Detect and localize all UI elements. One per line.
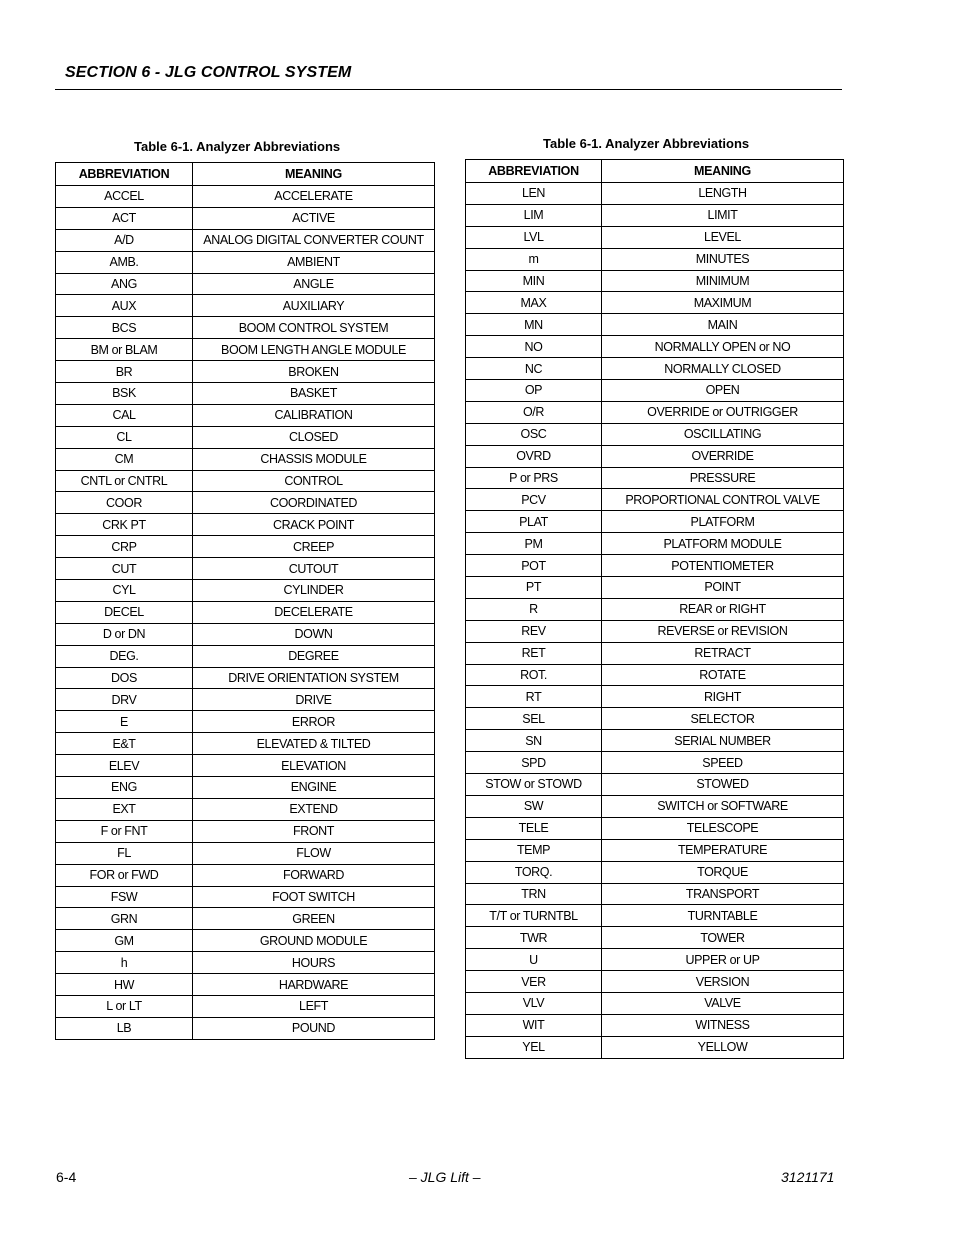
meaning-cell: DRIVE ORIENTATION SYSTEM — [193, 667, 435, 689]
abbreviation-cell: ACT — [56, 207, 193, 229]
table-row — [466, 511, 844, 533]
meaning-cell: CALIBRATION — [193, 404, 435, 426]
meaning-cell: SELECTOR — [602, 708, 844, 730]
table-row — [56, 186, 435, 208]
abbreviation-cell: CRP — [56, 536, 193, 558]
meaning-cell: BROKEN — [193, 361, 435, 383]
document-number: 3121171 — [781, 1169, 835, 1185]
abbreviation-cell: FSW — [56, 886, 193, 908]
abbreviation-cell: DOS — [56, 667, 193, 689]
meaning-cell: FORWARD — [193, 864, 435, 886]
abbreviation-cell: STOW or STOWD — [466, 774, 602, 796]
abbreviation-cell: AMB. — [56, 251, 193, 273]
meaning-cell: UPPER or UP — [602, 949, 844, 971]
table-row — [466, 183, 844, 205]
meaning-cell: TORQUE — [602, 861, 844, 883]
meaning-cell: CHASSIS MODULE — [193, 448, 435, 470]
table-row — [466, 489, 844, 511]
meaning-cell: TRANSPORT — [602, 883, 844, 905]
abbreviation-cell: ROT. — [466, 664, 602, 686]
table-row — [466, 1014, 844, 1036]
abbreviation-cell: VLV — [466, 992, 602, 1014]
abbreviation-cell: R — [466, 598, 602, 620]
column-header-meaning: MEANING — [602, 160, 844, 183]
meaning-cell: ACCELERATE — [193, 186, 435, 208]
meaning-cell: ROTATE — [602, 664, 844, 686]
table-row — [56, 1017, 435, 1039]
table-row — [56, 229, 435, 251]
abbreviation-cell: FL — [56, 842, 193, 864]
abbreviation-cell: CUT — [56, 558, 193, 580]
abbreviation-cell: LEN — [466, 183, 602, 205]
meaning-cell: CYLINDER — [193, 580, 435, 602]
table-row — [56, 207, 435, 229]
abbreviation-cell: BR — [56, 361, 193, 383]
abbreviation-cell: YEL — [466, 1036, 602, 1058]
table-row — [56, 339, 435, 361]
abbreviation-cell: POT — [466, 555, 602, 577]
table-row — [466, 358, 844, 380]
table-row — [466, 598, 844, 620]
table-row — [466, 642, 844, 664]
table-header-row — [466, 160, 844, 183]
abbreviation-cell: CNTL or CNTRL — [56, 470, 193, 492]
abbreviation-cell: HW — [56, 974, 193, 996]
abbreviations-table-right — [465, 159, 844, 1059]
abbreviation-cell: E&T — [56, 733, 193, 755]
table-row — [466, 577, 844, 599]
table-row — [466, 533, 844, 555]
meaning-cell: ERROR — [193, 711, 435, 733]
table-row — [466, 774, 844, 796]
table-row — [56, 383, 435, 405]
abbreviation-cell: FOR or FWD — [56, 864, 193, 886]
meaning-cell: NORMALLY CLOSED — [602, 358, 844, 380]
meaning-cell: RIGHT — [602, 686, 844, 708]
meaning-cell: MAXIMUM — [602, 292, 844, 314]
table-row — [466, 730, 844, 752]
abbreviation-cell: PT — [466, 577, 602, 599]
meaning-cell: OPEN — [602, 380, 844, 402]
abbreviation-cell: PCV — [466, 489, 602, 511]
abbreviation-cell: m — [466, 248, 602, 270]
abbreviation-cell: TRN — [466, 883, 602, 905]
abbreviation-cell: TWR — [466, 927, 602, 949]
abbreviation-cell: SN — [466, 730, 602, 752]
table-header-row — [56, 163, 435, 186]
meaning-cell: MINUTES — [602, 248, 844, 270]
abbreviation-cell: DECEL — [56, 601, 193, 623]
table-row — [56, 558, 435, 580]
table-row — [56, 404, 435, 426]
abbreviation-cell: NC — [466, 358, 602, 380]
abbreviation-cell: MIN — [466, 270, 602, 292]
table-row — [56, 886, 435, 908]
abbreviation-cell: MN — [466, 314, 602, 336]
abbreviation-cell: REV — [466, 620, 602, 642]
table-row — [466, 795, 844, 817]
abbreviation-cell: GRN — [56, 908, 193, 930]
abbreviation-cell: L or LT — [56, 995, 193, 1017]
abbreviation-cell: CAL — [56, 404, 193, 426]
abbreviation-cell: BM or BLAM — [56, 339, 193, 361]
table-row — [56, 645, 435, 667]
meaning-cell: OVERRIDE — [602, 445, 844, 467]
meaning-cell: SWITCH or SOFTWARE — [602, 795, 844, 817]
meaning-cell: ELEVATION — [193, 755, 435, 777]
table-row — [466, 620, 844, 642]
meaning-cell: TEMPERATURE — [602, 839, 844, 861]
meaning-cell: COORDINATED — [193, 492, 435, 514]
meaning-cell: WITNESS — [602, 1014, 844, 1036]
meaning-cell: YELLOW — [602, 1036, 844, 1058]
meaning-cell: SERIAL NUMBER — [602, 730, 844, 752]
meaning-cell: PROPORTIONAL CONTROL VALVE — [602, 489, 844, 511]
meaning-cell: DRIVE — [193, 689, 435, 711]
table-row — [56, 295, 435, 317]
abbreviation-cell: A/D — [56, 229, 193, 251]
table-row — [466, 248, 844, 270]
table-row — [466, 927, 844, 949]
abbreviation-cell: RET — [466, 642, 602, 664]
abbreviation-cell: PM — [466, 533, 602, 555]
table-row — [56, 711, 435, 733]
abbreviation-cell: E — [56, 711, 193, 733]
abbreviation-cell: NO — [466, 336, 602, 358]
abbreviation-cell: EXT — [56, 798, 193, 820]
table-row — [56, 733, 435, 755]
meaning-cell: HOURS — [193, 952, 435, 974]
table-row — [56, 514, 435, 536]
table-row — [56, 930, 435, 952]
page-number: 6-4 — [56, 1169, 77, 1185]
table-row — [56, 974, 435, 996]
table-row — [56, 580, 435, 602]
meaning-cell: CRACK POINT — [193, 514, 435, 536]
meaning-cell: ENGINE — [193, 777, 435, 799]
meaning-cell: BOOM CONTROL SYSTEM — [193, 317, 435, 339]
table-row — [56, 251, 435, 273]
table-row — [466, 292, 844, 314]
meaning-cell: NORMALLY OPEN or NO — [602, 336, 844, 358]
table-row — [56, 536, 435, 558]
meaning-cell: PLATFORM MODULE — [602, 533, 844, 555]
abbreviation-cell: LB — [56, 1017, 193, 1039]
table-row — [466, 971, 844, 993]
abbreviation-cell: GM — [56, 930, 193, 952]
meaning-cell: AMBIENT — [193, 251, 435, 273]
abbreviation-cell: LVL — [466, 226, 602, 248]
abbreviation-cell: ENG — [56, 777, 193, 799]
table-row — [56, 601, 435, 623]
meaning-cell: SPEED — [602, 752, 844, 774]
table-row — [466, 664, 844, 686]
abbreviation-cell: ACCEL — [56, 186, 193, 208]
meaning-cell: MAIN — [602, 314, 844, 336]
abbreviation-cell: TELE — [466, 817, 602, 839]
abbreviation-cell: LIM — [466, 204, 602, 226]
header-divider — [55, 89, 842, 90]
table-row — [56, 361, 435, 383]
column-header-meaning: MEANING — [193, 163, 435, 186]
meaning-cell: ANGLE — [193, 273, 435, 295]
table-row — [56, 798, 435, 820]
abbreviation-cell: OVRD — [466, 445, 602, 467]
table-row — [56, 755, 435, 777]
meaning-cell: ANALOG DIGITAL CONVERTER COUNT — [193, 229, 435, 251]
table-row — [56, 689, 435, 711]
meaning-cell: LEFT — [193, 995, 435, 1017]
table-row — [56, 995, 435, 1017]
abbreviation-cell: AUX — [56, 295, 193, 317]
table-row — [56, 492, 435, 514]
meaning-cell: EXTEND — [193, 798, 435, 820]
meaning-cell: CLOSED — [193, 426, 435, 448]
meaning-cell: MINIMUM — [602, 270, 844, 292]
meaning-cell: PLATFORM — [602, 511, 844, 533]
meaning-cell: BASKET — [193, 383, 435, 405]
meaning-cell: LIMIT — [602, 204, 844, 226]
table-row — [466, 905, 844, 927]
abbreviation-cell: D or DN — [56, 623, 193, 645]
meaning-cell: HARDWARE — [193, 974, 435, 996]
table-row — [56, 864, 435, 886]
table-row — [466, 817, 844, 839]
table-row — [56, 908, 435, 930]
abbreviation-cell: OP — [466, 380, 602, 402]
meaning-cell: POUND — [193, 1017, 435, 1039]
abbreviation-cell: h — [56, 952, 193, 974]
meaning-cell: CREEP — [193, 536, 435, 558]
table-row — [56, 842, 435, 864]
abbreviation-cell: P or PRS — [466, 467, 602, 489]
abbreviation-cell: DRV — [56, 689, 193, 711]
meaning-cell: TELESCOPE — [602, 817, 844, 839]
meaning-cell: VALVE — [602, 992, 844, 1014]
abbreviation-cell: RT — [466, 686, 602, 708]
table-row — [56, 777, 435, 799]
meaning-cell: REAR or RIGHT — [602, 598, 844, 620]
meaning-cell: DECELERATE — [193, 601, 435, 623]
abbreviation-cell: SPD — [466, 752, 602, 774]
abbreviation-cell: CYL — [56, 580, 193, 602]
abbreviation-cell: T/T or TURNTBL — [466, 905, 602, 927]
abbreviation-cell: BCS — [56, 317, 193, 339]
table-row — [56, 426, 435, 448]
meaning-cell: FRONT — [193, 820, 435, 842]
abbreviation-cell: ANG — [56, 273, 193, 295]
table-row — [56, 448, 435, 470]
table-row — [466, 686, 844, 708]
abbreviation-cell: MAX — [466, 292, 602, 314]
abbreviation-cell: O/R — [466, 401, 602, 423]
abbreviation-cell: F or FNT — [56, 820, 193, 842]
table-row — [466, 423, 844, 445]
table-title-left: Table 6-1. Analyzer Abbreviations — [134, 139, 341, 154]
table-row — [56, 623, 435, 645]
meaning-cell: CUTOUT — [193, 558, 435, 580]
table-row — [466, 555, 844, 577]
table-row — [56, 317, 435, 339]
abbreviation-cell: COOR — [56, 492, 193, 514]
meaning-cell: FOOT SWITCH — [193, 886, 435, 908]
meaning-cell: ELEVATED & TILTED — [193, 733, 435, 755]
table-row — [466, 883, 844, 905]
meaning-cell: DOWN — [193, 623, 435, 645]
abbreviation-cell: CM — [56, 448, 193, 470]
table-row — [466, 1036, 844, 1058]
table-row — [56, 820, 435, 842]
table-row — [466, 949, 844, 971]
table-title-right: Table 6-1. Analyzer Abbreviations — [543, 136, 750, 151]
table-row — [466, 708, 844, 730]
abbreviation-cell: CRK PT — [56, 514, 193, 536]
table-row — [466, 226, 844, 248]
table-row — [56, 273, 435, 295]
abbreviation-cell: TORQ. — [466, 861, 602, 883]
table-row — [56, 952, 435, 974]
meaning-cell: POINT — [602, 577, 844, 599]
meaning-cell: GREEN — [193, 908, 435, 930]
abbreviation-cell: BSK — [56, 383, 193, 405]
meaning-cell: STOWED — [602, 774, 844, 796]
abbreviation-cell: SEL — [466, 708, 602, 730]
table-row — [466, 336, 844, 358]
abbreviations-table-left — [55, 162, 435, 1040]
table-row — [56, 667, 435, 689]
table-row — [466, 839, 844, 861]
table-row — [466, 380, 844, 402]
column-header-abbreviation: ABBREVIATION — [56, 163, 193, 186]
table-row — [56, 470, 435, 492]
meaning-cell: CONTROL — [193, 470, 435, 492]
meaning-cell: BOOM LENGTH ANGLE MODULE — [193, 339, 435, 361]
section-title: SECTION 6 - JLG CONTROL SYSTEM — [65, 64, 352, 81]
table-row — [466, 270, 844, 292]
abbreviation-cell: PLAT — [466, 511, 602, 533]
abbreviation-cell: U — [466, 949, 602, 971]
abbreviation-cell: OSC — [466, 423, 602, 445]
meaning-cell: TOWER — [602, 927, 844, 949]
meaning-cell: REVERSE or REVISION — [602, 620, 844, 642]
meaning-cell: TURNTABLE — [602, 905, 844, 927]
meaning-cell: AUXILIARY — [193, 295, 435, 317]
abbreviation-cell: CL — [56, 426, 193, 448]
meaning-cell: POTENTIOMETER — [602, 555, 844, 577]
meaning-cell: PRESSURE — [602, 467, 844, 489]
meaning-cell: VERSION — [602, 971, 844, 993]
table-row — [466, 861, 844, 883]
table-row — [466, 467, 844, 489]
meaning-cell: OVERRIDE or OUTRIGGER — [602, 401, 844, 423]
abbreviation-cell: SW — [466, 795, 602, 817]
table-row — [466, 752, 844, 774]
table-row — [466, 314, 844, 336]
abbreviation-cell: VER — [466, 971, 602, 993]
table-row — [466, 204, 844, 226]
abbreviation-cell: ELEV — [56, 755, 193, 777]
meaning-cell: LENGTH — [602, 183, 844, 205]
table-row — [466, 445, 844, 467]
meaning-cell: DEGREE — [193, 645, 435, 667]
table-row — [466, 401, 844, 423]
abbreviation-cell: DEG. — [56, 645, 193, 667]
table-row — [466, 992, 844, 1014]
meaning-cell: RETRACT — [602, 642, 844, 664]
footer-brand: – JLG Lift – — [409, 1169, 481, 1185]
meaning-cell: GROUND MODULE — [193, 930, 435, 952]
meaning-cell: OSCILLATING — [602, 423, 844, 445]
meaning-cell: LEVEL — [602, 226, 844, 248]
abbreviation-cell: TEMP — [466, 839, 602, 861]
abbreviation-cell: WIT — [466, 1014, 602, 1036]
column-header-abbreviation: ABBREVIATION — [466, 160, 602, 183]
meaning-cell: FLOW — [193, 842, 435, 864]
meaning-cell: ACTIVE — [193, 207, 435, 229]
